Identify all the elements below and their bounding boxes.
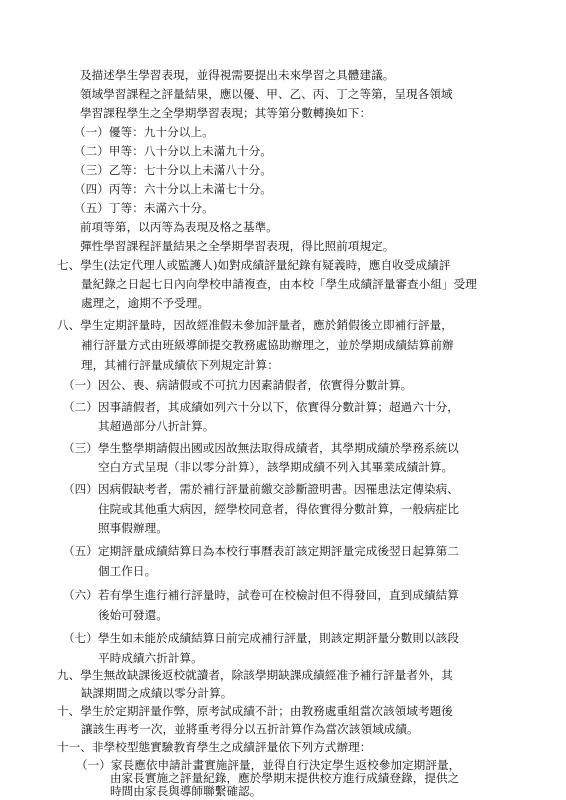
- text-line: （五）丁等：未滿六十分。: [74, 201, 214, 215]
- text-line: 其超過部分八折計算。: [98, 419, 215, 433]
- text-line: 彈性學習課程評量結果之全學期學習表現，得比照前項規定。: [80, 239, 395, 253]
- text-line: 空白方式呈現（非以零分計算），該學期成績不列入其畢業成績計算。: [98, 460, 454, 474]
- text-line: 領域學習課程之評量結果，應以優、甲、乙、丙、丁之等第，呈現各領域: [80, 87, 453, 101]
- text-line: （五）定期評量成績結算日為本校行事曆表訂該定期評量完成後翌日起算第二: [63, 544, 459, 558]
- text-line: 後始可發還。: [98, 608, 168, 622]
- text-line: （三）學生整學期請假出國或因故無法取得成績者，其學期成績於學務系統以: [63, 441, 459, 455]
- text-line: 及描述學生學習表現，並得視需要提出未來學習之具體建議。: [80, 68, 395, 82]
- text-line: 八、學生定期評量時，因故經准假未參加評量者，應於銷假後立即補行評量，: [57, 318, 453, 332]
- text-line: 由家長實施之評量紀錄，應於學期末提供校方進行成績登錄，提供之: [110, 771, 460, 785]
- text-line: （四）因病假缺考者，需於補行評量前繳交診斷證明書。因罹患法定傳染病、: [63, 482, 459, 496]
- text-line: 前項等第，以丙等為表現及格之基準。: [80, 220, 278, 234]
- text-line: 七、學生(法定代理人或監護人)如對成績評量紀錄有疑義時，應自收受成績評: [57, 258, 451, 272]
- text-line: 補行評量方式由班級導師提交教務處協助辦理之，並於學期成績結算前辦: [81, 338, 454, 352]
- text-line: （六）若有學生進行補行評量時，試卷可在校檢討但不得發回，直到成績結算: [63, 588, 459, 602]
- text-line: 讓該生再考一次，並將重考得分以五折計算作為當次該領域成績。: [81, 722, 419, 736]
- text-line: 照事假辦理。: [98, 521, 168, 535]
- text-line: （一）優等：九十分以上。: [74, 125, 214, 139]
- text-line: 十一、非學校型態實驗教育學生之成績評量依下列方式辦理：: [57, 740, 372, 754]
- text-line: 個工作日。: [98, 564, 157, 578]
- text-line: （一）家長應依申請計畫實施評量，並得自行決定學生返校參加定期評量，: [76, 758, 461, 772]
- text-line: （四）丙等：六十分以上未滿七十分。: [74, 182, 272, 196]
- text-line: 缺課期間之成績以零分計算。: [81, 686, 233, 700]
- text-line: 平時成績六折計算。: [98, 651, 203, 665]
- text-line: 理，其補行評量成績依下列規定計算：: [81, 358, 279, 372]
- text-line: 處理之，逾期不予受理。: [81, 296, 210, 310]
- text-line: （七）學生如未能於成績結算日前完成補行評量，則該定期評量分數則以該段: [63, 631, 459, 645]
- text-line: （二）甲等：八十分以上未滿九十分。: [74, 144, 272, 158]
- text-line: （一）因公、喪、病請假或不可抗力因素請假者，依實得分數計算。: [63, 378, 413, 392]
- text-line: （二）因事請假者，其成績如列六十分以下，依實得分數計算；超過六十分，: [63, 400, 459, 414]
- text-line: 十、學生於定期評量作弊，原考試成績不計；由教務處重組當次該領域考題後: [57, 704, 453, 718]
- text-line: 住院或其他重大病因，經學校同意者，得依實得分數計算，一般病症比: [98, 502, 459, 516]
- text-line: 九、學生無故缺課後返校就讀者，除該學期缺課成績經准予補行評量者外，其: [57, 668, 453, 682]
- text-line: 量紀錄之日起七日內向學校申請複查，由本校「學生成績評量審查小組」受理: [81, 277, 477, 291]
- text-line: 學習課程學生之全學期學習表現；其等第分數轉換如下：: [80, 106, 372, 120]
- text-line: 時間由家長與導師聯繫確認。: [110, 784, 262, 798]
- text-line: （三）乙等：七十分以上未滿八十分。: [74, 163, 272, 177]
